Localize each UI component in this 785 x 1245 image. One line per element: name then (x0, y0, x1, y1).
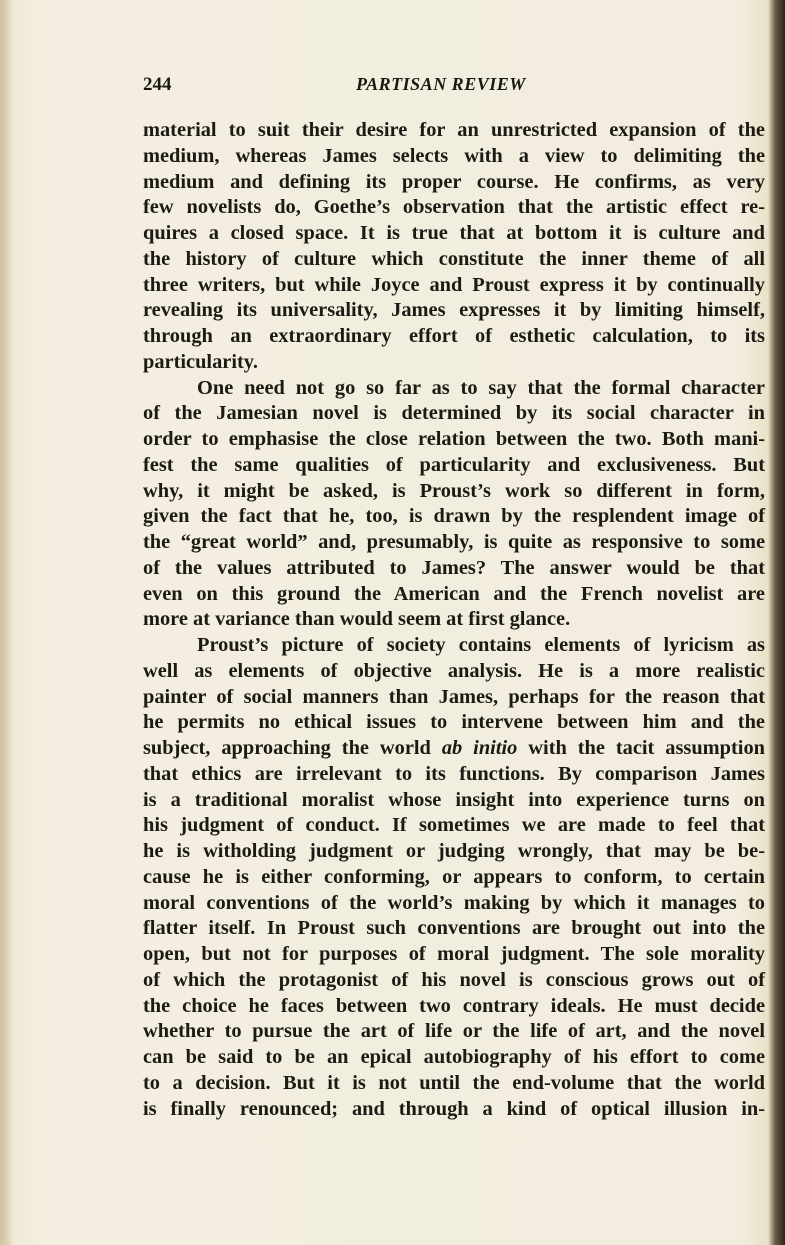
text-line: of which the protagonist of his novel is conscious grows out of (143, 968, 765, 991)
page-number: 244 (143, 74, 172, 95)
text-line: moral conventions of the world’s making by which it manages to (143, 891, 765, 914)
text-line: painter of social manners than James, perhaps for the reason that (143, 685, 765, 708)
text-line: even on this ground the American and the French novelist are (143, 582, 765, 605)
text-line: is finally renounced; and through a kind of optical illusion in- (143, 1097, 765, 1120)
text-line: he permits no ethical issues to intervene between him and the (143, 711, 765, 734)
paragraph-first-line: One need not go so far as to say that the formal character (197, 376, 765, 399)
text-line: of the values attributed to James? The answer would be that (143, 556, 765, 579)
text-line: the “great world” and, presumably, is quite as responsive to some (143, 531, 765, 553)
text-line: fest the same qualities of particularity and exclusiveness. But (143, 453, 765, 476)
text-line: whether to pursue the art of life or the life of art, and the novel (143, 1020, 765, 1043)
text-line: few novelists do, Goethe’s observation that the artistic effect re- (143, 196, 765, 219)
text-line: through an extraordinary effort of esthetic calculation, to its (143, 325, 765, 347)
text-line: material to suit their desire for an unrestricted expansion of the (143, 119, 765, 141)
paragraph-first-line: Proust’s picture of society contains elements of lyricism as (197, 634, 765, 656)
text-line: medium and defining its proper course. He confirms, as very (143, 170, 765, 193)
text-line: to a decision. But it is not until the end-volume that the world (143, 1071, 765, 1094)
text-line: flatter itself. In Proust such conventions are brought out into the (143, 917, 765, 940)
text-line: the history of culture which constitute the inner theme of all (143, 247, 765, 270)
text-line: he is witholding judgment or judging wrongly, that may be be- (143, 840, 765, 862)
text-line: three writers, but while Joyce and Proust express it by continually (143, 273, 765, 296)
text-line: why, it might be asked, is Proust’s work so different in form, (143, 479, 765, 502)
text-line: medium, whereas James selects with a view to delimiting the (143, 144, 765, 167)
text-line: revealing its universality, James expresses it by limiting himself, (143, 299, 765, 322)
text-line: given the fact that he, too, is drawn by the resplendent image of (143, 505, 765, 528)
text-line-with-italic (143, 736, 765, 762)
spine-shadow (0, 0, 12, 1245)
text-line: is a traditional moralist whose insight into experience turns on (143, 788, 765, 811)
page-header (143, 74, 765, 102)
text-segment: with the tacit assumption (528, 737, 766, 759)
text-line: can be said to be an epical autobiography of his effort to come (143, 1046, 765, 1068)
text-line: order to emphasise the close relation between the two. Both mani- (143, 428, 765, 450)
text-line: the choice he faces between two contrary ideals. He must decide (143, 994, 765, 1017)
text-segment: subject, approaching the world (143, 737, 431, 759)
text-line: his judgment of conduct. If sometimes we are made to feel that (143, 814, 765, 837)
running-head: PARTISAN REVIEW (356, 74, 526, 94)
text-line: quires a closed space. It is true that at bottom it is culture and (143, 222, 765, 244)
italic-phrase: ab initio (441, 737, 518, 759)
text-line: more at variance than would seem at first glance. (143, 608, 571, 631)
text-line: open, but not for purposes of moral judgment. The sole morality (143, 943, 765, 965)
text-line: cause he is either conforming, or appears to conform, to certain (143, 865, 765, 888)
text-line: particularity. (143, 350, 258, 373)
text-line: well as elements of objective analysis. He is a more realistic (143, 659, 765, 682)
text-line: that ethics are irrelevant to its functions. By comparison James (143, 762, 765, 785)
text-line: of the Jamesian novel is determined by its social character in (143, 402, 765, 425)
body-text (143, 118, 765, 1122)
